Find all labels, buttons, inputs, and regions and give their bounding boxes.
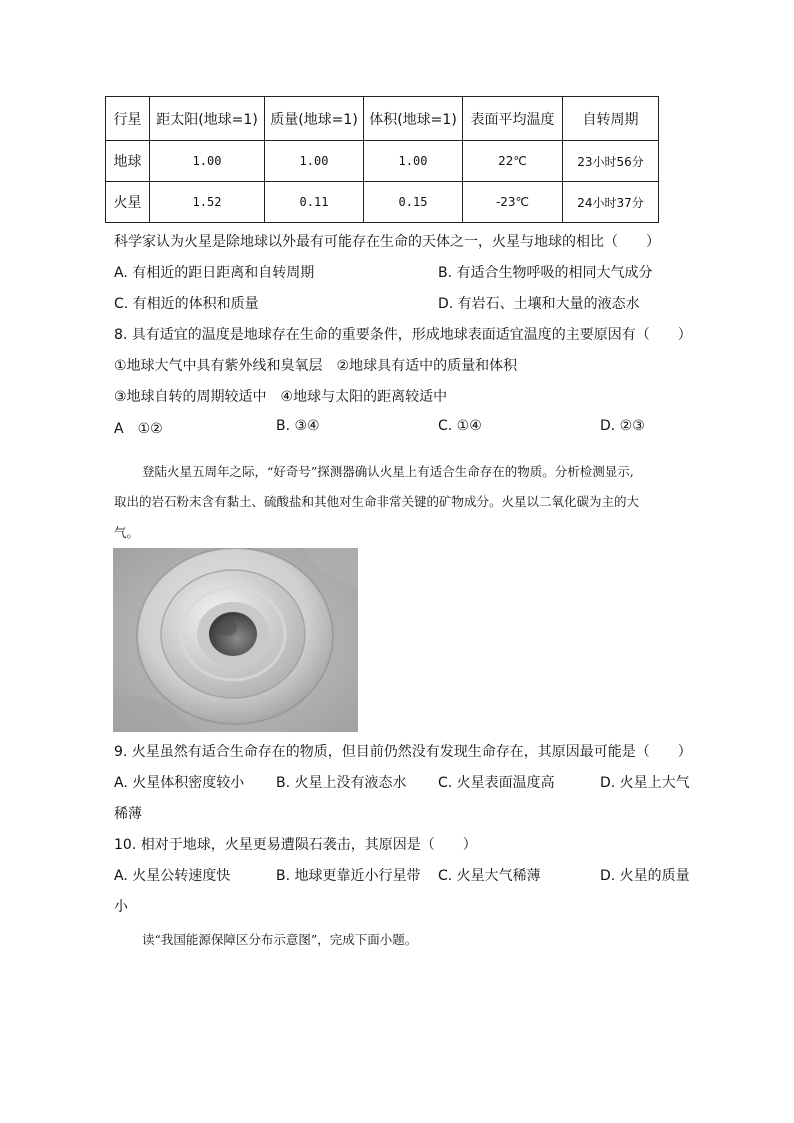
q7-option-d: D. 有岩石、土壤和大量的液态水	[438, 296, 640, 312]
q8-statements-1: ①地球大气中具有紫外线和臭氧层 ②地球具有适中的质量和体积	[114, 358, 518, 374]
passage-line-2: 取出的岩石粉末含有黏土、硫酸盐和其他对生命非常关键的矿物成分。火星以二氧化碳为主的大	[114, 494, 640, 509]
q7-option-c: C. 有相近的体积和质量	[114, 296, 259, 312]
header-volume: 体积(地球=1)	[364, 97, 463, 141]
q9-option-c: C. 火星表面温度高	[438, 775, 555, 791]
header-rotation: 自转周期	[563, 97, 659, 141]
cell-mass: 0.11	[265, 182, 364, 223]
cell-temperature: 22℃	[463, 141, 563, 182]
q7-option-b: B. 有适合生物呼吸的相同大气成分	[438, 265, 653, 281]
q8-stem: 8. 具有适宜的温度是地球存在生命的重要条件，形成地球表面适宜温度的主要原因有（ ）	[114, 327, 692, 343]
q10-option-b: B. 地球更靠近小行星带	[276, 868, 421, 884]
cell-mass: 1.00	[265, 141, 364, 182]
q10-option-d: D. 火星的质量	[600, 868, 690, 884]
cell-distance: 1.52	[150, 182, 265, 223]
q7-option-a: A. 有相近的距日距离和自转周期	[114, 265, 315, 281]
cell-rotation: 23小时56分	[563, 141, 659, 182]
table-row	[106, 182, 659, 223]
cell-volume: 1.00	[364, 141, 463, 182]
table-header-row	[106, 97, 659, 141]
q10-stem: 10. 相对于地球，火星更易遭陨石袭击，其原因是（ ）	[114, 837, 477, 853]
cell-planet: 火星	[106, 182, 150, 223]
cell-temperature: -23℃	[463, 182, 563, 223]
q8-option-c: C. ①④	[438, 418, 482, 434]
passage-line-3: 气。	[114, 525, 140, 540]
q10-option-d-continued: 小	[114, 899, 128, 915]
q10-option-a: A. 火星公转速度快	[114, 868, 231, 884]
q8-option-b: B. ③④	[276, 418, 320, 434]
cell-rotation: 24小时37分	[563, 182, 659, 223]
header-mass: 质量(地球=1)	[265, 97, 364, 141]
table-row	[106, 141, 659, 182]
q9-stem: 9. 火星虽然有适合生命存在的物质，但目前仍然没有发现生命存在，其原因最可能是（ ）	[114, 744, 692, 760]
q8-option-a: A ①②	[114, 421, 163, 437]
mars-crater-image	[113, 548, 358, 732]
cell-planet: 地球	[106, 141, 150, 182]
q7-stem: 科学家认为火星是除地球以外最有可能存在生命的天体之一，火星与地球的相比（ ）	[114, 234, 660, 250]
cell-distance: 1.00	[150, 141, 265, 182]
cell-volume: 0.15	[364, 182, 463, 223]
next-section-instruction: 读“我国能源保障区分布示意图”，完成下面小题。	[142, 932, 418, 947]
q8-option-d: D. ②③	[600, 418, 645, 434]
q10-option-c: C. 火星大气稀薄	[438, 868, 541, 884]
q8-statements-2: ③地球自转的周期较适中 ④地球与太阳的距离较适中	[114, 389, 448, 405]
q9-option-d-continued: 稀薄	[114, 806, 142, 822]
q9-option-d: D. 火星上大气	[600, 775, 690, 791]
header-temperature: 表面平均温度	[463, 97, 563, 141]
header-distance: 距太阳(地球=1)	[150, 97, 265, 141]
planet-comparison-table	[105, 96, 659, 223]
header-planet: 行星	[106, 97, 150, 141]
q9-option-b: B. 火星上没有液态水	[276, 775, 407, 791]
passage-line-1: 登陆火星五周年之际，“好奇号”探测器确认火星上有适合生命存在的物质。分析检测显示,	[142, 464, 634, 479]
q9-option-a: A. 火星体积密度较小	[114, 775, 245, 791]
